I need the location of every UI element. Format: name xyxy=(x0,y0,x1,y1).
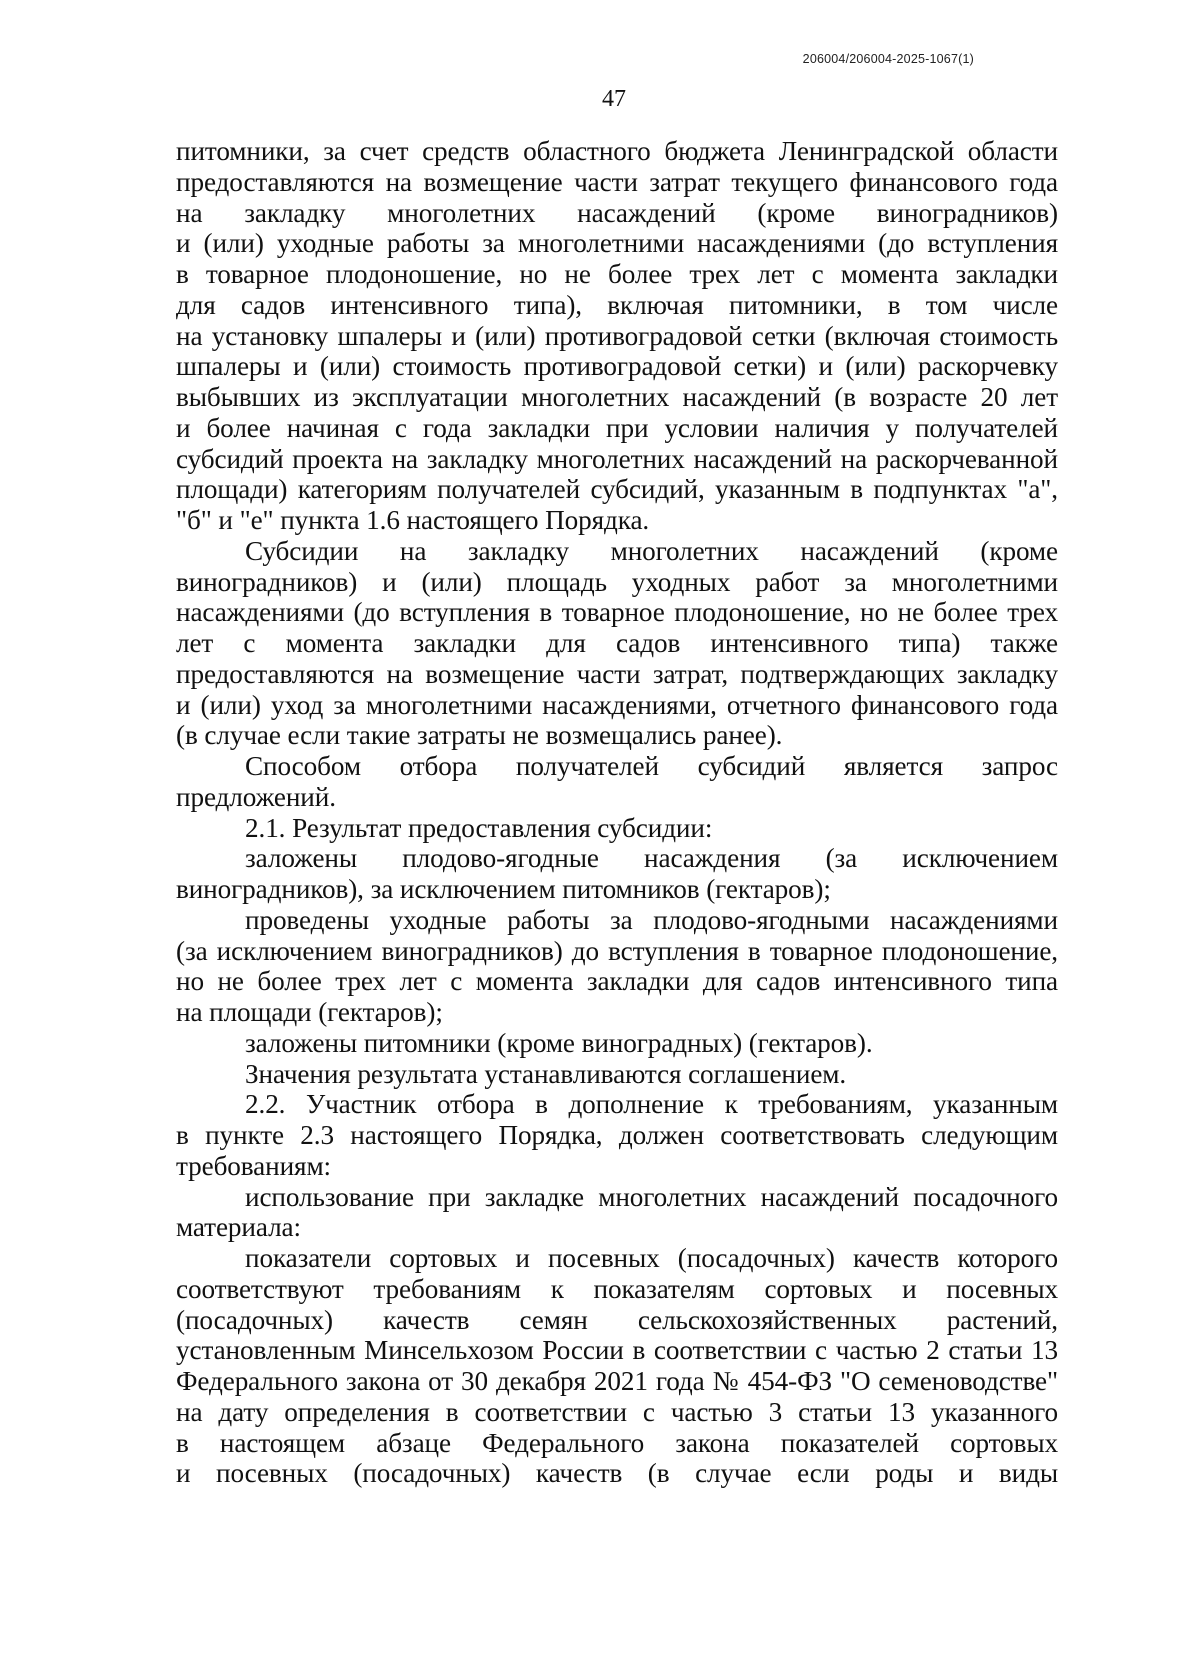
text-line: виноградников) и (или) площадь уходных работ за многолетними xyxy=(176,566,1058,597)
paragraph xyxy=(176,1059,1058,1090)
text-line: Способом отбора получателей субсидий является запрос xyxy=(245,751,1058,781)
text-line: использование при закладке многолетних насаждений посадочного xyxy=(245,1181,1058,1212)
text-line: заложены питомники (кроме виноградных) (гектаров). xyxy=(245,1027,873,1058)
paragraph xyxy=(176,1028,1058,1059)
text-line: для садов интенсивного типа), включая питомники, в том числе xyxy=(176,289,1058,320)
text-line: выбывших из эксплуатации многолетних насаждений (в возрасте 20 лет xyxy=(176,382,1058,412)
text-line: и посевных (посадочных) качеств (в случае если роды и виды xyxy=(176,1458,1058,1489)
paragraph xyxy=(176,1089,1058,1181)
page-number: 47 xyxy=(602,86,626,112)
text-line: 2.1. Результат предоставления субсидии: xyxy=(245,812,713,843)
text-line: и (или) уход за многолетними насаждениями, отчетного финансового года xyxy=(176,689,1058,720)
text-line: требованиям: xyxy=(176,1150,332,1181)
paragraph xyxy=(176,1243,1058,1489)
text-line: материала: xyxy=(176,1212,301,1243)
text-line: (в случае если такие затраты не возмещались ранее). xyxy=(176,720,783,751)
text-line: Субсидии на закладку многолетних насаждений (кроме xyxy=(245,535,1058,566)
text-line: виноградников), за исключением питомников (гектаров); xyxy=(176,874,831,904)
text-line: на закладку многолетних насаждений (кроме виноградников) xyxy=(176,197,1058,228)
text-line: и более начиная с года закладки при условии наличия у получателей xyxy=(176,412,1058,443)
text-line: показатели сортовых и посевных (посадочных) качеств которого xyxy=(245,1243,1058,1273)
text-line: в пункте 2.3 настоящего Порядка, должен соответствовать следующим xyxy=(176,1120,1058,1150)
paragraph xyxy=(176,843,1058,905)
text-line: но не более трех лет с момента закладки для садов интенсивного типа xyxy=(176,966,1058,997)
text-line: насаждениями (до вступления в товарное плодоношение, но не более трех xyxy=(176,597,1058,628)
text-line: 2.2. Участник отбора в дополнение к требованиям, указанным xyxy=(245,1089,1058,1120)
paragraph xyxy=(176,1182,1058,1244)
text-line: и (или) уходные работы за многолетними насаждениями (до вступления xyxy=(176,228,1058,259)
paragraph xyxy=(176,751,1058,813)
text-line: Федерального закона от 30 декабря 2021 года № 454-ФЗ "О семеноводстве" xyxy=(176,1366,1058,1396)
text-line: на установку шпалеры и (или) противоградовой сетки (включая стоимость xyxy=(176,320,1058,351)
text-line: предоставляются на возмещение части затрат текущего финансового года xyxy=(176,166,1058,197)
paragraph xyxy=(176,536,1058,751)
text-line: Значения результата устанавливаются соглашением. xyxy=(245,1058,847,1089)
text-line: установленным Минсельхозом России в соответствии с частью 2 статьи 13 xyxy=(176,1335,1058,1366)
text-line: питомники, за счет средств областного бюджета Ленинградской области xyxy=(176,136,1058,166)
text-line: на площади (гектаров); xyxy=(176,997,443,1027)
document-code: 206004/206004-2025-1067(1) xyxy=(802,52,974,66)
paragraph xyxy=(176,905,1058,1028)
document-body xyxy=(176,136,1058,1489)
text-line: (посадочных) качеств семян сельскохозяйственных растений, xyxy=(176,1304,1058,1335)
text-line: "б" и "е" пункта 1.6 настоящего Порядка. xyxy=(176,505,650,535)
text-line: в товарное плодоношение, но не более трех лет с момента закладки xyxy=(176,259,1058,289)
text-line: заложены плодово-ягодные насаждения (за исключением xyxy=(245,843,1058,874)
text-line: предложений. xyxy=(176,781,336,812)
paragraph xyxy=(176,136,1058,536)
text-line: предоставляются на возмещение части затрат, подтверждающих закладку xyxy=(176,658,1058,689)
text-line: соответствуют требованиям к показателям сортовых и посевных xyxy=(176,1273,1058,1304)
text-line: проведены уходные работы за плодово-ягодными насаждениями xyxy=(245,904,1058,935)
text-line: (за исключением виноградников) до вступления в товарное плодоношение, xyxy=(176,935,1058,966)
text-line: лет с момента закладки для садов интенсивного типа) также xyxy=(176,628,1058,658)
text-line: в настоящем абзаце Федерального закона показателей сортовых xyxy=(176,1427,1058,1458)
paragraph xyxy=(176,813,1058,844)
text-line: субсидий проекта на закладку многолетних насаждений на раскорчеванной xyxy=(176,443,1058,474)
text-line: площади) категориям получателей субсидий, указанным в подпунктах "а", xyxy=(176,474,1058,505)
text-line: шпалеры и (или) стоимость противоградовой сетки) и (или) раскорчевку xyxy=(176,351,1058,382)
text-line: на дату определения в соответствии с частью 3 статьи 13 указанного xyxy=(176,1396,1058,1427)
